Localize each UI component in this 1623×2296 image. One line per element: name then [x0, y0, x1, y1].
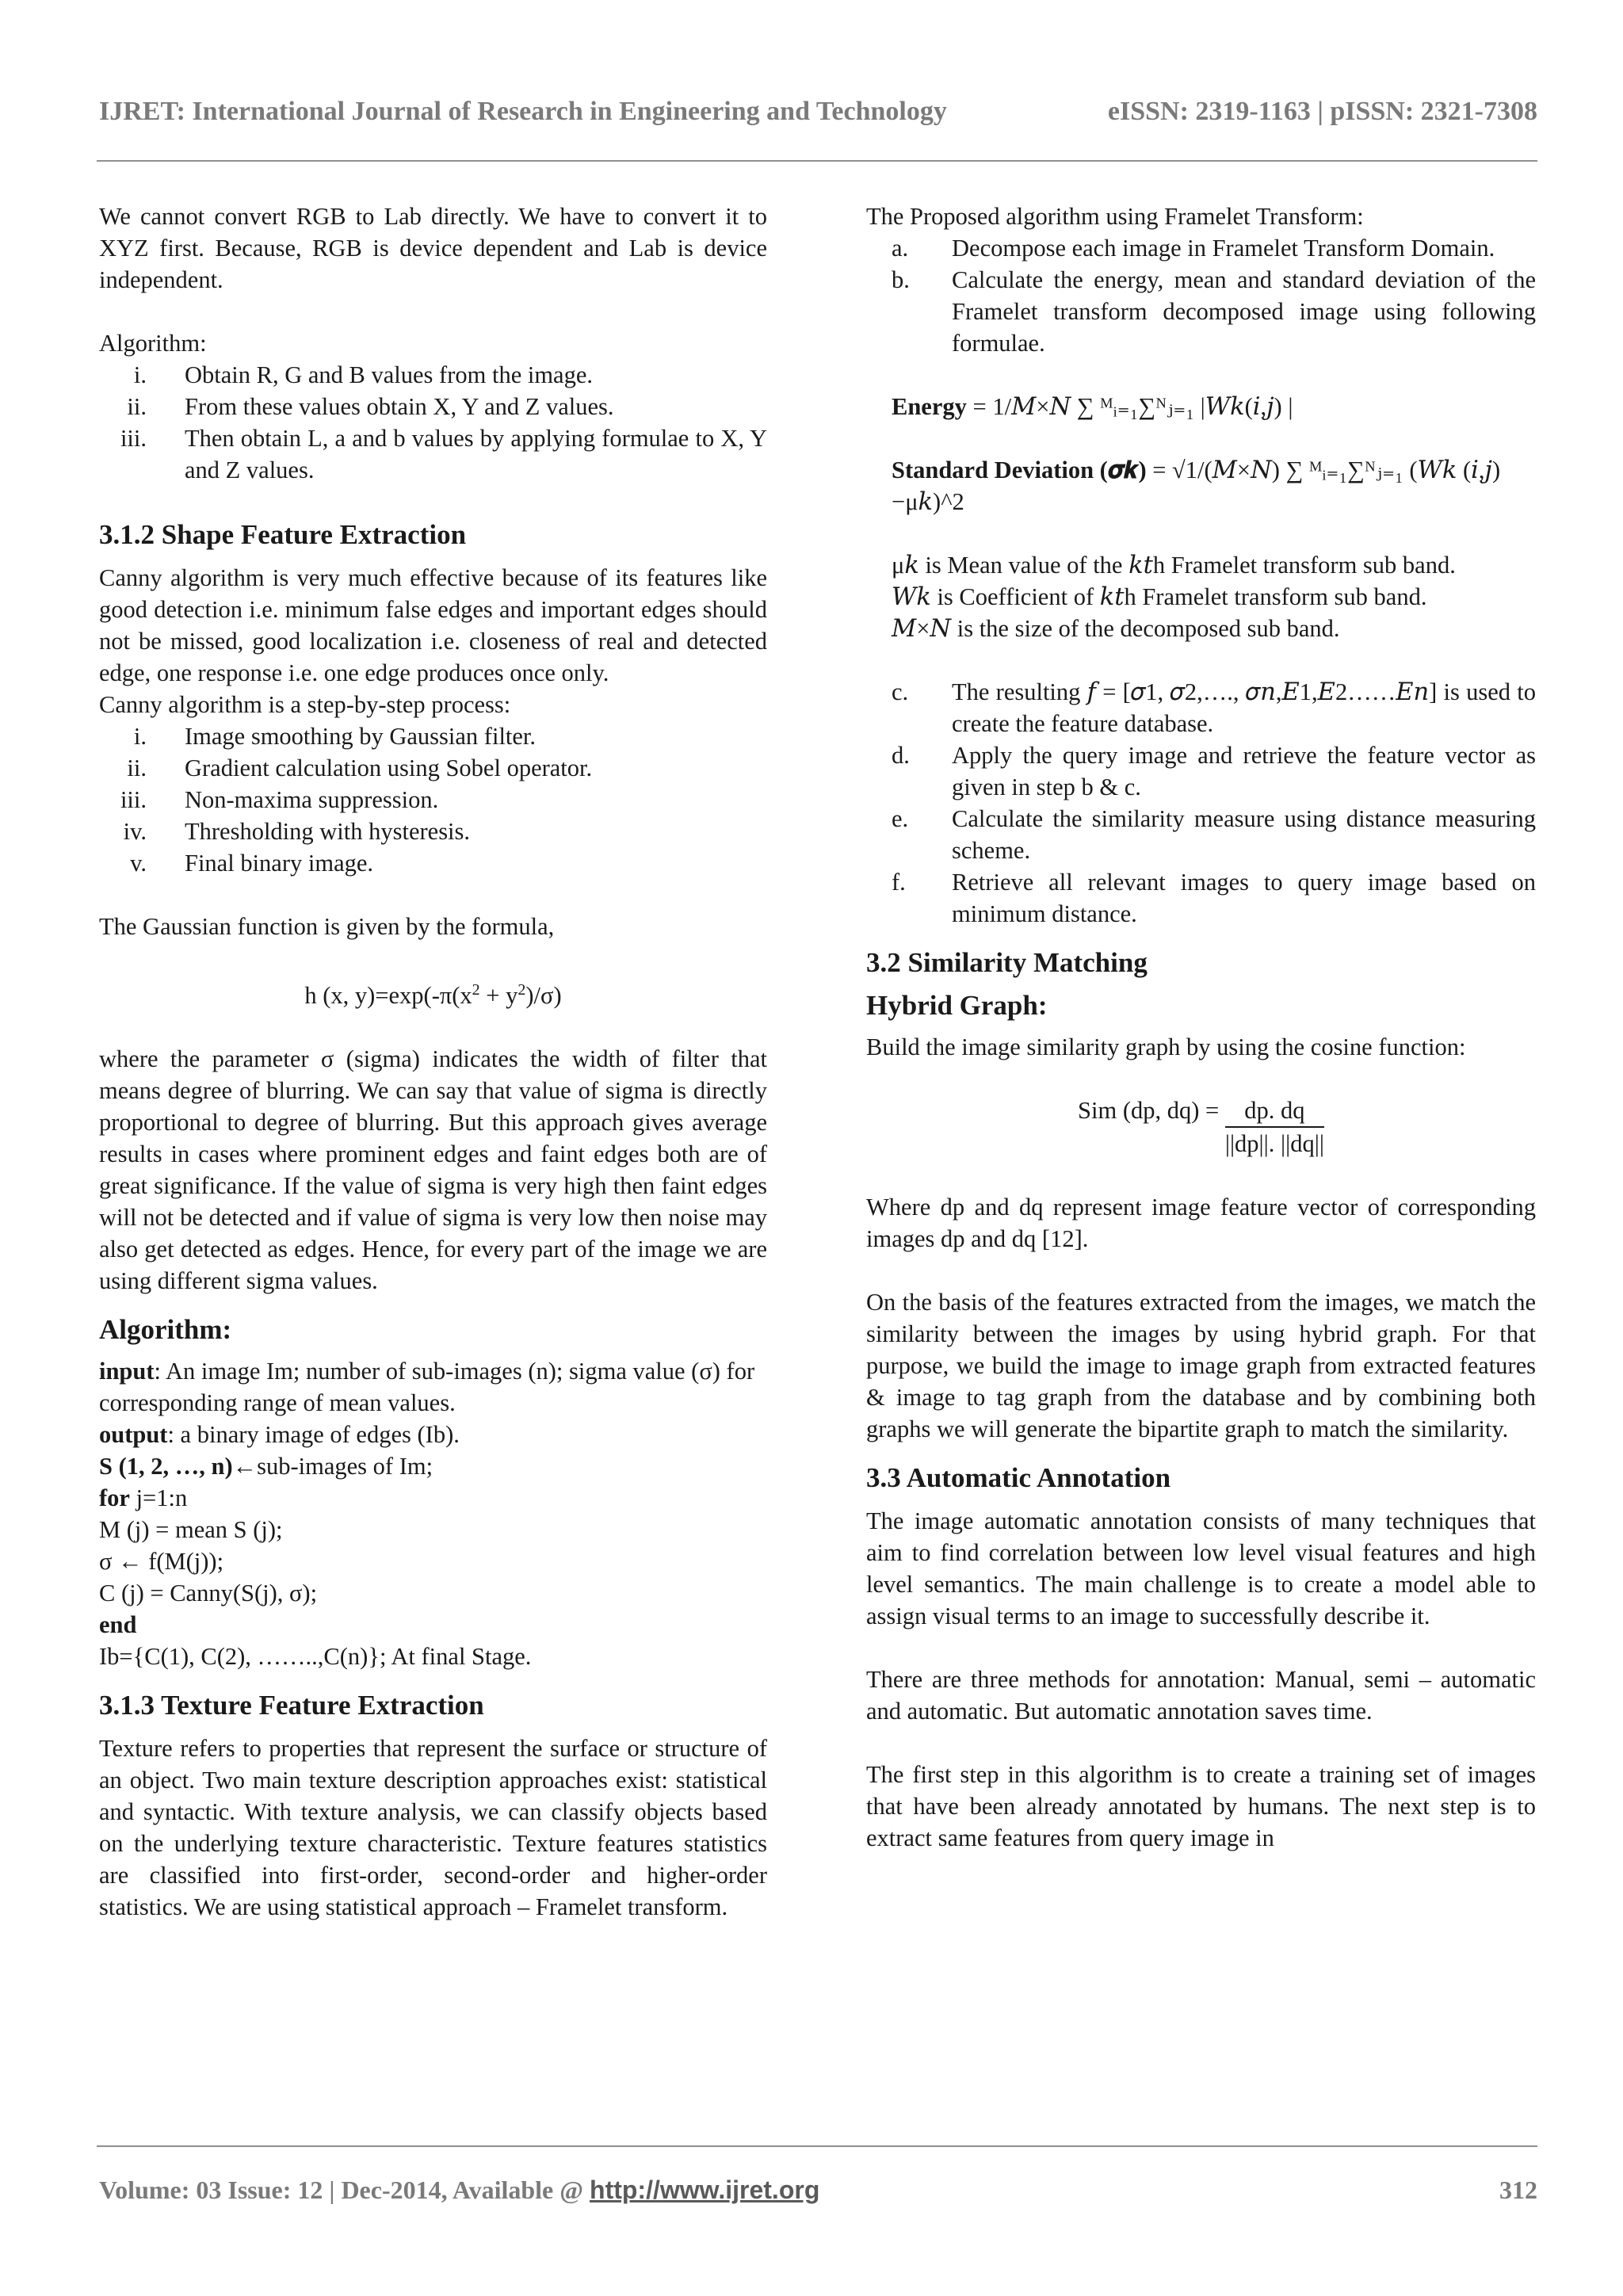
algo-for: for j=1:n: [99, 1484, 188, 1512]
list-item: f. Retrieve all relevant images to query image based on minimum distance.: [892, 869, 1536, 927]
energy-formula: Energy = 1/𝑀×𝑁 ∑ ᴹᵢ₌₁∑ᴺⱼ₌₁ |𝑊𝑘(𝑖,𝑗) |: [892, 393, 1293, 420]
list-item: iv. Thresholding with hysteresis.: [123, 818, 471, 845]
paragraph-rgb-lab: We cannot convert RGB to Lab directly. We have to convert it to XYZ first. Because, RGB is device dependent and Lab is device independent.: [99, 203, 767, 293]
paragraph-basis: On the basis of the features extracted from the images, we match the similarity between the images by using hybrid graph. For that purpose, we build the image to image graph from extracted features & image to tag graph from the database and by combining both graphs we will generate the bipartite graph to match the similarity.: [866, 1289, 1536, 1442]
paragraph-build-graph: Build the image similarity graph by using the cosine function:: [866, 1033, 1466, 1060]
hybrid-graph-heading: Hybrid Graph:: [866, 990, 1048, 1021]
section-heading-texture: 3.1.3 Texture Feature Extraction: [99, 1690, 484, 1721]
algo-end: end: [99, 1611, 137, 1639]
algo-canny: C (j) = Canny(S(j), σ);: [99, 1580, 318, 1607]
conversion-steps-list: [99, 359, 767, 486]
section-heading-similarity: 3.2 Similarity Matching: [866, 947, 1148, 978]
list-item: i. Image smoothing by Gaussian filter.: [133, 723, 537, 750]
algo-ib: Ib={C(1), C(2), ……..,C(n)}; At final Stage.: [99, 1643, 532, 1671]
list-item: b. Calculate the energy, mean and standard deviation of the Framelet transform decomposed image using following formulae.: [892, 266, 1536, 357]
cosine-formula: Sim (dp, dq) = $\frac{dp. dq}{||dp||. ||dq||}$: [866, 1095, 1536, 1159]
canny-steps-list: [99, 720, 767, 879]
left-column: [99, 201, 767, 1923]
framelet-steps-list-cont: [866, 676, 1536, 930]
page-number: 312: [1499, 2176, 1537, 2204]
issn: eISSN: 2319-1163 | pISSN: 2321-7308: [1107, 97, 1537, 126]
journal-title: IJRET: International Journal of Research in Engineering and Technology: [99, 97, 947, 126]
right-column: [866, 201, 1536, 1854]
algo-output: output: a binary image of edges (Ib).: [99, 1421, 460, 1449]
paragraph-proposed: The Proposed algorithm using Framelet Transform:: [866, 203, 1364, 230]
algo-sigma: σ ← f(M(j));: [99, 1548, 224, 1576]
section-heading-annotation: 3.3 Automatic Annotation: [866, 1462, 1171, 1493]
paragraph-canny-steps: Canny algorithm is a step-by-step process:: [99, 691, 511, 718]
framelet-steps-list: [866, 232, 1536, 359]
gaussian-formula: h (x, $y)=\exp(-\pi(x^2 + y^2)/\sigma)$: [304, 981, 562, 1010]
paragraph-sigma: where the parameter σ (sigma) indicates the width of filter that means degree of blurring. We can say that value of sigma is directly proportional to degree of blurring. But this approach gives average results in cases where prominent edges and faint edges both are of great significance. If the value of sigma is very high then faint edges will not be detected and if value of sigma is very low then noise may also get detected as edges. Hence, for every part of the image we are using different sigma values.: [99, 1045, 767, 1295]
paragraph-where-dp-dq: Where dp and dq represent image feature vector of corresponding images dp and dq [12].: [866, 1194, 1536, 1252]
paragraph-annotation-3: The first step in this algorithm is to create a training set of images that have been already annotated by humans. The next step is to extract same features from query image in: [866, 1761, 1536, 1851]
list-item: ii. Gradient calculation using Sobel operator.: [127, 755, 593, 781]
definition-mn: 𝑀×𝑁 is the size of the decomposed sub band.: [892, 615, 1340, 642]
list-item: i. Obtain R, G and B values from the image.: [133, 361, 594, 388]
list-item: a. Decompose each image in Framelet Transform Domain.: [892, 235, 1495, 262]
list-item: iii. Then obtain L, a and b values by applying formulae to X, Y and Z values.: [120, 425, 767, 483]
std-deviation-formula: Standard Deviation (𝝈𝒌) = √1/(𝑀×𝑁) ∑ ᴹᵢ₌₁∑ᴺⱼ₌₁ (𝑊𝑘 (𝑖,𝑗) −μ𝑘)^2: [892, 457, 1501, 515]
algorithm-heading: Algorithm:: [99, 1314, 232, 1346]
paragraph-annotation-2: There are three methods for annotation: Manual, semi – automatic and automatic. But automatic annotation saves time.: [866, 1666, 1536, 1725]
edge-algorithm: [99, 1355, 767, 1672]
list-item: ii. From these values obtain X, Y and Z values.: [127, 393, 614, 420]
algorithm-label: Algorithm:: [99, 330, 207, 357]
journal-link[interactable]: http://www.ijret.org: [590, 2176, 820, 2204]
algo-subimages: S (1, 2, …, n)←sub-images of Im;: [99, 1453, 433, 1480]
section-heading-shape: 3.1.2 Shape Feature Extraction: [99, 519, 467, 550]
running-footer: [99, 2176, 1537, 2205]
paragraph-texture: Texture refers to properties that represent the surface or structure of an object. Two main texture description approaches exist: statistical and syntactic. With texture analysis, we can classify objects based on the underlying texture characteristic. Texture features statistics are classified into first-order, second-order and higher-order statistics. We are using statistical approach – Framelet transform.: [99, 1735, 767, 1921]
algo-mean: M (j) = mean S (j);: [99, 1516, 283, 1544]
list-item: iii. Non-maxima suppression.: [120, 786, 439, 813]
header-divider: [97, 160, 1537, 162]
paragraph-annotation-1: The image automatic annotation consists of many techniques that aim to find correlation between low level visual features and high level semantics. The main challenge is to create a model able to assign visual terms to an image to successfully describe it.: [866, 1507, 1536, 1629]
footer-volume: Volume: 03 Issue: 12 | Dec-2014, Available @ http://www.ijret.org: [99, 2176, 820, 2204]
paragraph-gaussian: The Gaussian function is given by the formula,: [99, 913, 555, 940]
list-item: d. Apply the query image and retrieve the feature vector as given in step b & c.: [892, 742, 1536, 800]
footer-divider: [97, 2145, 1537, 2147]
paragraph-canny: Canny algorithm is very much effective because of its features like good detection i.e. minimum false edges and important edges should not be missed, good localization i.e. closeness of real and detected edge, one response i.e. one edge produces once only.: [99, 564, 767, 686]
list-item: c. The resulting 𝑓 = [𝜎1, 𝜎2,…., 𝜎𝑛,𝐸1,𝐸2……𝐸𝑛] is used to create the feature database.: [892, 678, 1536, 737]
list-item: e. Calculate the similarity measure using distance measuring scheme.: [892, 805, 1536, 864]
list-item: v. Final binary image.: [130, 850, 374, 877]
algo-input: input: An image Im; number of sub-images (n); sigma value (σ) for corresponding range of mean values.: [99, 1358, 755, 1417]
definition-w: 𝑊𝑘 is Coefficient of 𝑘𝑡h Framelet transform sub band.: [892, 583, 1427, 610]
definition-mu: μ𝑘 is Mean value of the 𝑘𝑡h Framelet transform sub band.: [892, 552, 1456, 579]
running-header: [99, 97, 1537, 127]
